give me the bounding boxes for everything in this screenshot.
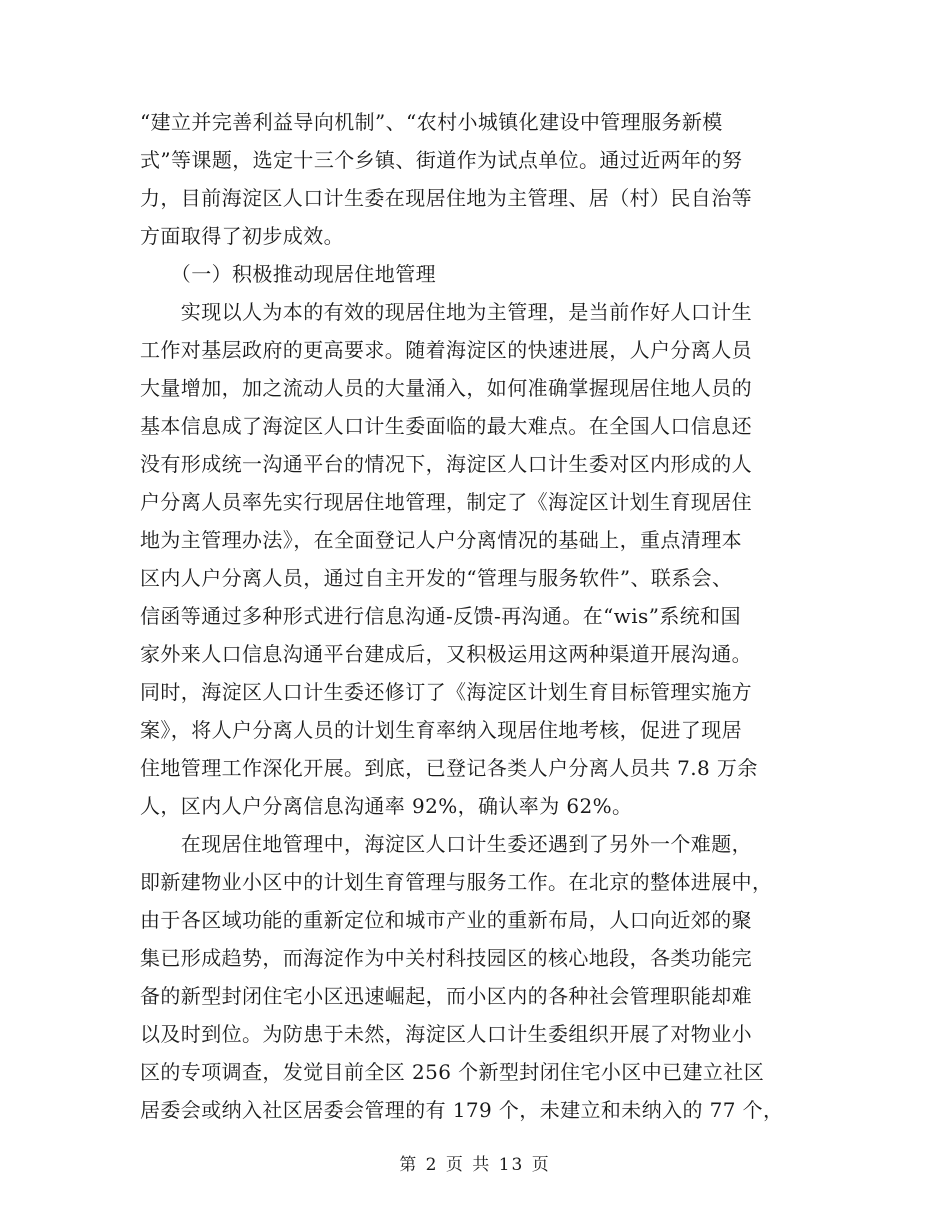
text-line: 在现居住地管理中，海淀区人口计生委还遇到了另外一个难题， xyxy=(140,832,752,856)
text-line: 同时，海淀区人口计生委还修订了《海淀区计划生育目标管理实施方 xyxy=(140,680,752,704)
text-line: 区的专项调查，发觉目前全区 256 个新型封闭住宅小区中已建立社区 xyxy=(140,1060,765,1084)
text-line: 力，目前海淀区人口计生委在现居住地为主管理、居（村）民自治等 xyxy=(140,186,752,210)
page-number-footer: 第 2 页 共 13 页 xyxy=(399,1155,551,1175)
paragraph-residence-management xyxy=(140,293,812,825)
document-body xyxy=(140,103,812,1129)
text-line: 地为主管理办法》，在全面登记人户分离情况的基础上，重点清理本 xyxy=(140,528,742,552)
text-line: 实现以人为本的有效的现居住地为主管理，是当前作好人口计生 xyxy=(140,300,752,324)
paragraph-property-communities xyxy=(140,825,812,1129)
section-heading xyxy=(140,255,812,293)
paragraph-intro xyxy=(140,103,812,255)
text-line: 没有形成统一沟通平台的情况下，海淀区人口计生委对区内形成的人 xyxy=(140,452,752,476)
text-line: 信函等通过多种形式进行信息沟通-反馈-再沟通。在“wis”系统和国 xyxy=(140,604,741,628)
heading-line: （一）积极推动现居住地管理 xyxy=(140,262,436,286)
text-line: 备的新型封闭住宅小区迅速崛起，而小区内的各种社会管理职能却难 xyxy=(140,984,752,1008)
text-line: 居委会或纳入社区居委会管理的有 179 个，未建立和未纳入的 77 个， xyxy=(140,1098,784,1122)
text-line: 大量增加，加之流动人员的大量涌入，如何准确掌握现居住地人员的 xyxy=(140,376,752,400)
text-line: 由于各区域功能的重新定位和城市产业的重新布局，人口向近郊的聚 xyxy=(140,908,752,932)
text-line: 户分离人员率先实行现居住地管理，制定了《海淀区计划生育现居住 xyxy=(140,490,752,514)
text-line: 以及时到位。为防患于未然，海淀区人口计生委组织开展了对物业小 xyxy=(140,1022,752,1046)
text-line: 基本信息成了海淀区人口计生委面临的最大难点。在全国人口信息还 xyxy=(140,414,752,438)
text-line: 家外来人口信息沟通平台建成后，又积极运用这两种渠道开展沟通。 xyxy=(140,642,752,666)
text-line: 即新建物业小区中的计划生育管理与服务工作。在北京的整体进展中， xyxy=(140,870,773,894)
text-line: 住地管理工作深化开展。到底，已登记各类人户分离人员共 7.8 万余 xyxy=(140,756,758,780)
text-line: 式”等课题，选定十三个乡镇、街道作为试点单位。通过近两年的努 xyxy=(140,148,743,172)
text-line: 人，区内人户分离信息沟通率 92%，确认率为 62%。 xyxy=(140,794,633,818)
text-line: 工作对基层政府的更高要求。随着海淀区的快速进展，人户分离人员 xyxy=(140,338,752,362)
text-line: 集已形成趋势，而海淀作为中关村科技园区的核心地段，各类功能完 xyxy=(140,946,752,970)
text-line: 方面取得了初步成效。 xyxy=(140,224,344,248)
text-line: “建立并完善利益导向机制”、“农村小城镇化建设中管理服务新模 xyxy=(140,110,723,134)
text-line: 区内人户分离人员，通过自主开发的“管理与服务软件”、联系会、 xyxy=(140,566,733,590)
text-line: 案》，将人户分离人员的计划生育率纳入现居住地考核，促进了现居 xyxy=(140,718,742,742)
